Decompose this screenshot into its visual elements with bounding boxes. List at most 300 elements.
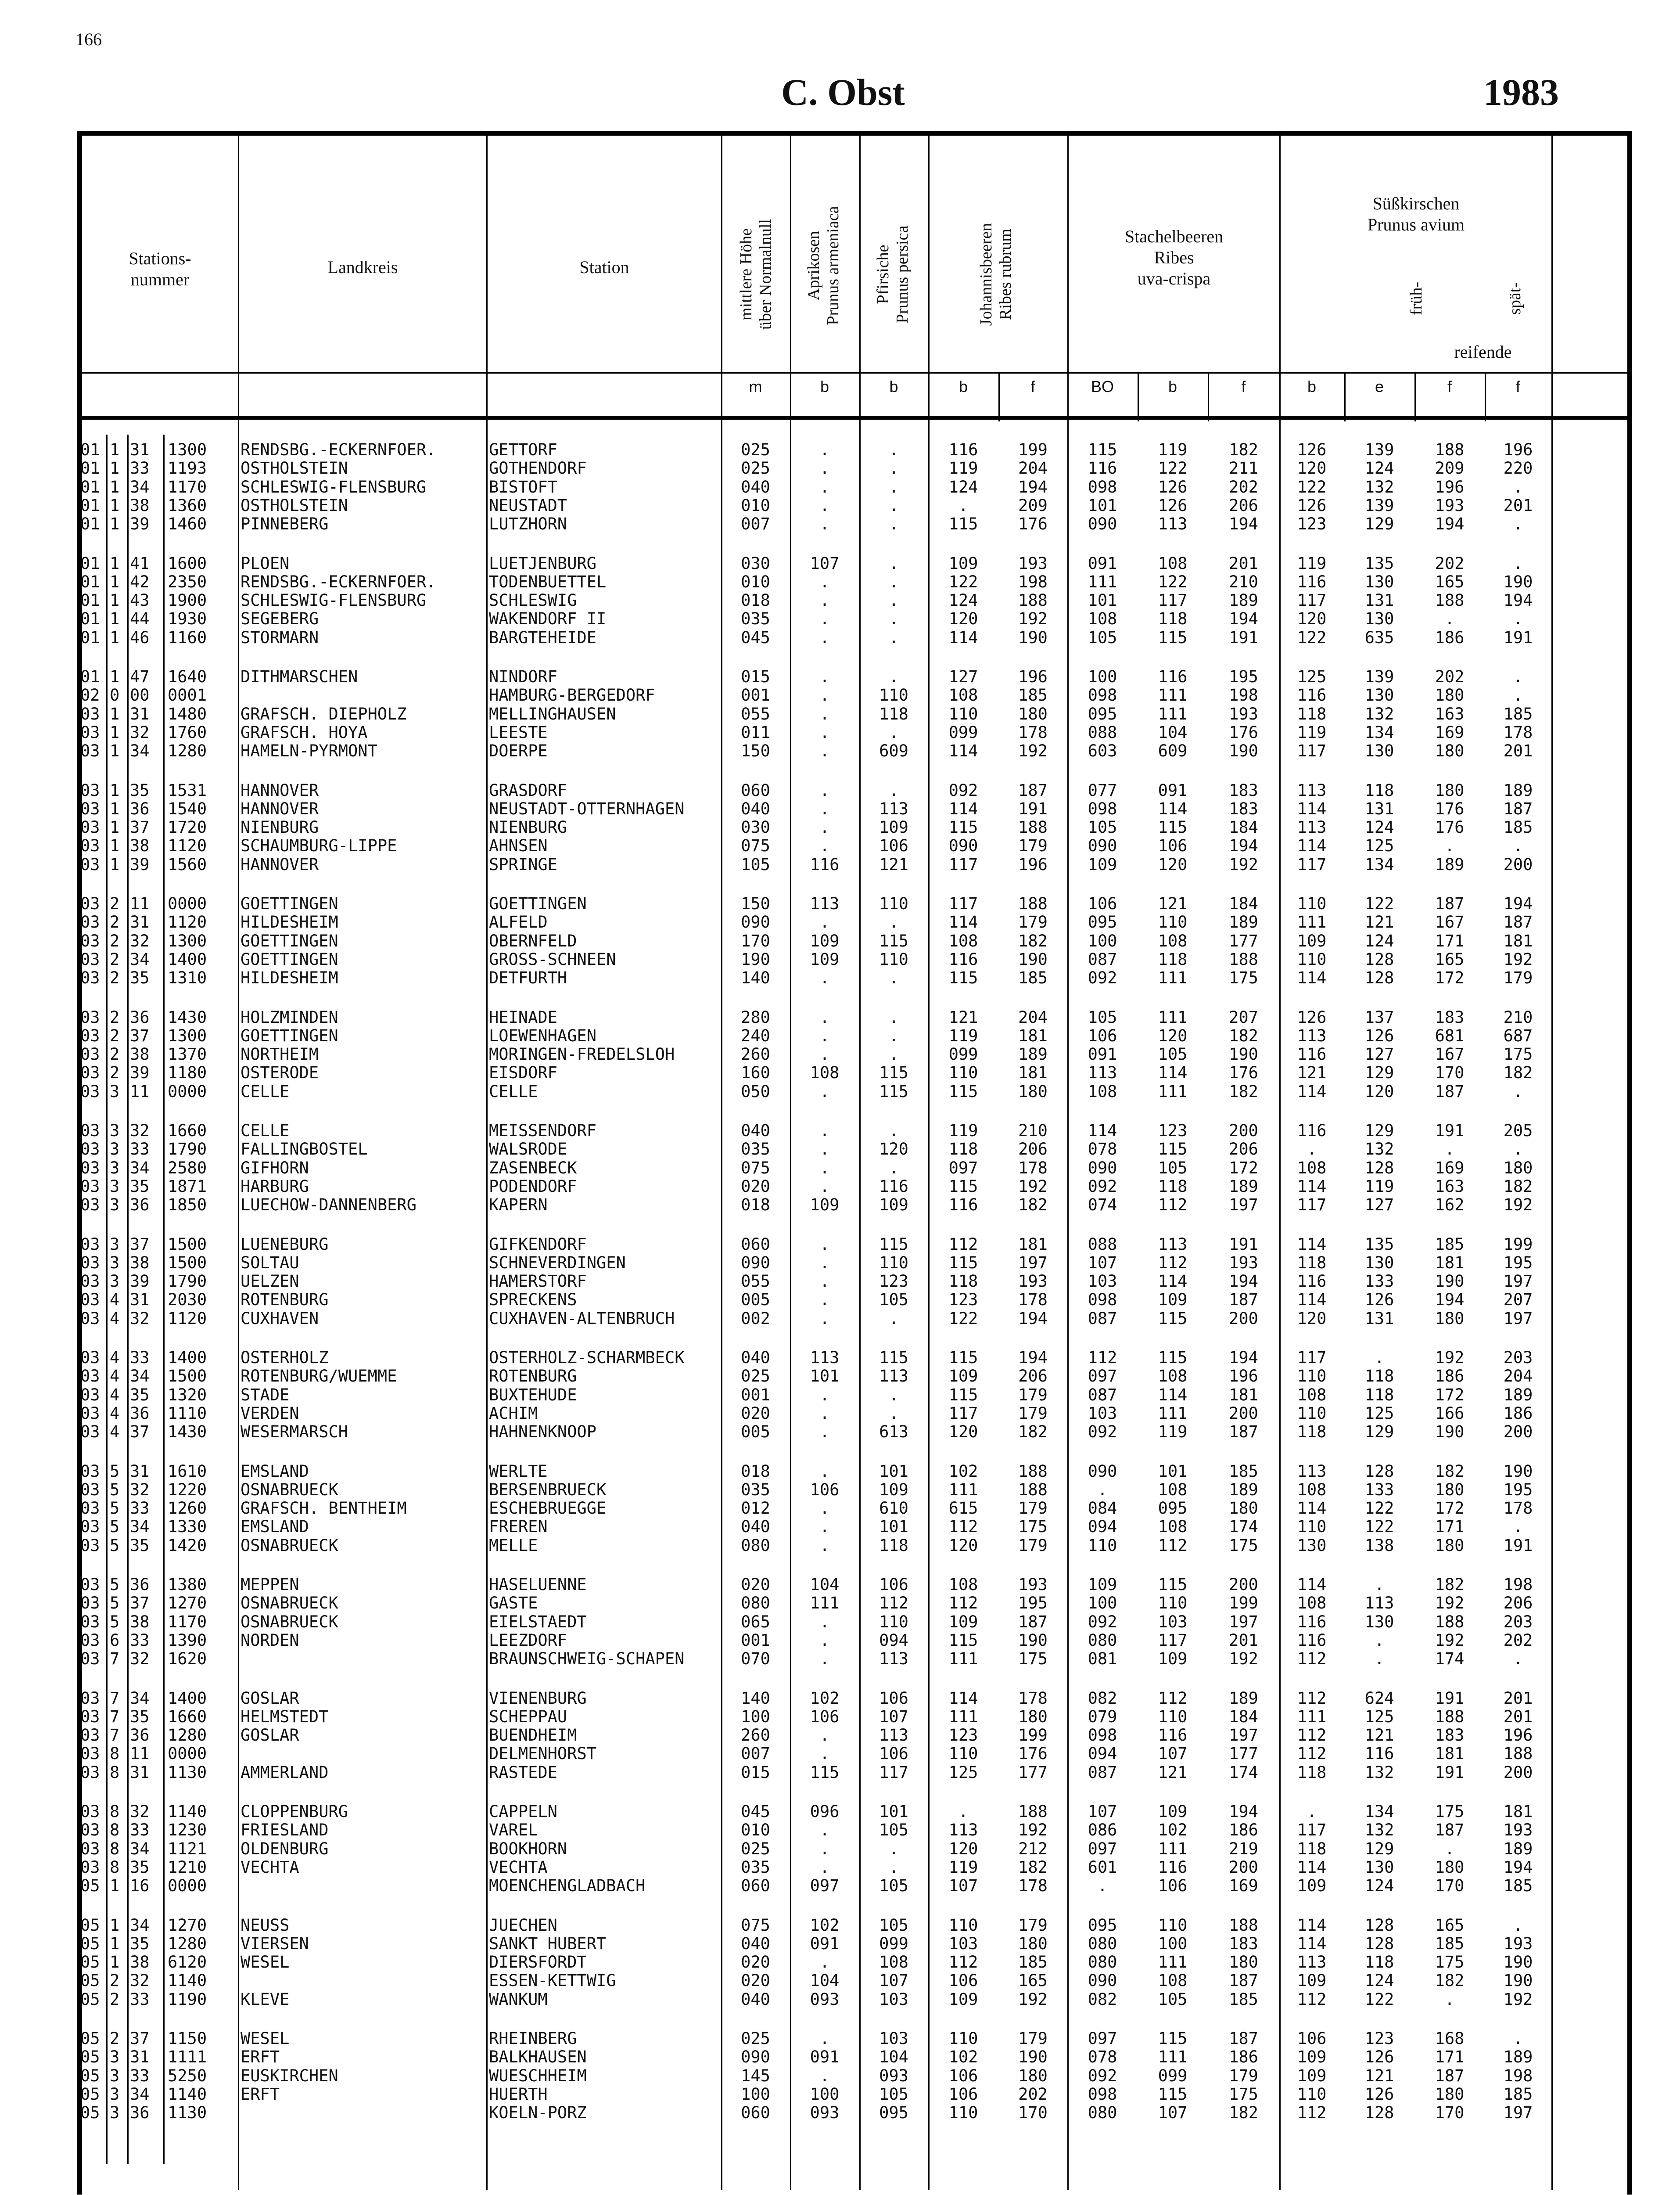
stachel-bo-cell: 098 (1088, 1726, 1117, 1745)
suess-spaet-f-cell: 198 (1503, 1575, 1533, 1594)
stachel-f-cell: 177 (1229, 1744, 1258, 1763)
stachel-b-cell: 108 (1158, 554, 1188, 573)
suess-e-cell: 129 (1364, 1063, 1394, 1083)
aprikosen-b-cell: . (819, 1461, 830, 1481)
stachel-b-cell: 123 (1158, 1121, 1188, 1140)
station-code: 1300 (168, 931, 207, 950)
district-code: 37 (130, 818, 150, 837)
suess-b-cell: 114 (1297, 1177, 1327, 1196)
hoehe-cell: 018 (741, 591, 770, 610)
stachel-b-cell: 102 (1158, 1821, 1188, 1840)
suess-spaet-f-cell: 687 (1503, 1026, 1533, 1045)
stachel-b-cell: 108 (1158, 931, 1188, 950)
stachel-bo-cell: 603 (1088, 741, 1117, 761)
station-code: 1210 (168, 1857, 207, 1877)
suess-e-cell: 122 (1364, 1990, 1394, 2009)
hoehe-cell: 007 (741, 515, 770, 534)
stachel-f-cell: 174 (1229, 1763, 1258, 1782)
land-code: 05 (80, 2066, 100, 2085)
suess-spaet-f-cell: 189 (1503, 2047, 1533, 2067)
suess-b-cell: 110 (1297, 950, 1327, 969)
district-code: 32 (130, 1971, 150, 1990)
suess-spaet-f-cell: 175 (1503, 1045, 1533, 1064)
johannis-f-cell: 204 (1018, 1008, 1048, 1027)
hoehe-cell: 001 (741, 686, 770, 705)
suess-e-cell: 124 (1364, 459, 1394, 478)
aprikosen-b-cell: 109 (810, 931, 840, 950)
hoehe-cell: 025 (741, 1839, 770, 1858)
stachel-f-cell: 200 (1229, 1575, 1258, 1594)
johannis-b-cell: 120 (948, 1422, 978, 1442)
johannis-b-cell: 113 (948, 1821, 978, 1840)
landkreis-cell: AMMERLAND (241, 1763, 329, 1782)
stachel-f-cell: 199 (1229, 1594, 1258, 1613)
johannis-f-cell: 196 (1018, 855, 1048, 874)
suess-frueh-f-cell: 163 (1435, 1177, 1465, 1196)
johannis-f-cell: 175 (1018, 1517, 1048, 1536)
district-code: 33 (130, 1499, 150, 1518)
johannis-b-cell: 615 (948, 1499, 978, 1518)
aprikosen-b-cell: . (819, 477, 830, 497)
region-code: 1 (110, 1876, 120, 1896)
district-code: 11 (130, 894, 150, 913)
land-code: 05 (80, 2084, 100, 2104)
station-code: 1900 (168, 591, 207, 610)
suess-b-cell: 113 (1297, 781, 1327, 800)
johannis-f-cell: 193 (1018, 1575, 1048, 1594)
district-code: 37 (130, 1234, 150, 1254)
johannis-b-cell: 115 (948, 1385, 978, 1404)
suess-b-cell: 108 (1297, 1158, 1327, 1177)
hoehe-cell: 075 (741, 836, 770, 856)
station-cell: VIENENBURG (489, 1688, 587, 1708)
station-cell: BALKHAUSEN (489, 2047, 587, 2067)
station-code: 1120 (168, 836, 207, 856)
station-code: 1120 (168, 1309, 207, 1328)
stachel-bo-cell: 081 (1088, 1649, 1117, 1669)
suess-frueh-f-cell: 182 (1435, 1575, 1465, 1594)
district-code: 35 (130, 968, 150, 988)
district-code: 32 (130, 931, 150, 950)
hoehe-cell: 025 (741, 440, 770, 459)
stachel-f-cell: 200 (1229, 1403, 1258, 1423)
landkreis-cell: OSNABRUECK (241, 1536, 338, 1555)
land-code: 05 (80, 1953, 100, 1972)
stachel-f-cell: 200 (1229, 1121, 1258, 1140)
johannis-f-cell: 175 (1018, 1649, 1048, 1669)
stachel-bo-cell: 108 (1088, 1082, 1117, 1101)
johannis-b-cell: 109 (948, 1367, 978, 1386)
stachel-bo-cell: 098 (1088, 1290, 1117, 1310)
land-code: 03 (80, 968, 100, 988)
station-cell: ESSEN-KETTWIG (489, 1971, 616, 1990)
landkreis-cell: VERDEN (241, 1403, 299, 1423)
land-code: 03 (80, 1422, 100, 1442)
johannis-f-cell: 197 (1018, 1253, 1048, 1272)
johannis-f-cell: 192 (1018, 1821, 1048, 1840)
aprikosen-b-cell: . (819, 1649, 830, 1669)
stachel-bo-cell: . (1097, 1876, 1108, 1896)
station-cell: MELLE (489, 1536, 538, 1555)
hoehe-cell: 018 (741, 1195, 770, 1215)
suess-e-cell: 122 (1364, 894, 1394, 913)
stachel-b-cell: 108 (1158, 1517, 1188, 1536)
suess-frueh-f-cell: 171 (1435, 2047, 1465, 2067)
region-code: 5 (110, 1499, 120, 1518)
suess-e-cell: 139 (1364, 667, 1394, 686)
suess-spaet-f-cell: . (1513, 515, 1523, 534)
region-code: 3 (110, 1082, 120, 1101)
suess-frueh-f-cell: 185 (1435, 1234, 1465, 1254)
suess-spaet-f-cell: 193 (1503, 1934, 1533, 1953)
stachel-bo-cell: 091 (1088, 1045, 1117, 1064)
johannis-f-cell: 179 (1018, 1536, 1048, 1555)
johannis-f-cell: 192 (1018, 741, 1048, 761)
aprikosen-b-cell: . (819, 1045, 830, 1064)
johannis-b-cell: 109 (948, 1990, 978, 2009)
johannis-b-cell: 102 (948, 1461, 978, 1481)
johannis-b-cell: 115 (948, 1348, 978, 1367)
suess-frueh-f-cell: 181 (1435, 1253, 1465, 1272)
suess-frueh-f-cell: . (1444, 836, 1455, 856)
suess-frueh-f-cell: 209 (1435, 459, 1465, 478)
suess-frueh-f-cell: 163 (1435, 704, 1465, 723)
stachel-b-cell: 115 (1158, 1309, 1188, 1328)
suess-spaet-f-cell: 201 (1503, 496, 1533, 515)
station-cell: OBERNFELD (489, 931, 577, 950)
hoehe-cell: 050 (741, 1082, 770, 1101)
landkreis-cell: HARBURG (241, 1177, 309, 1196)
suess-spaet-f-cell: . (1513, 1649, 1523, 1669)
aprikosen-b-cell: 091 (810, 2047, 840, 2067)
suess-spaet-f-cell: . (1513, 1140, 1523, 1159)
johannis-b-cell: 108 (948, 931, 978, 950)
suess-e-cell: 130 (1364, 1612, 1394, 1631)
suess-frueh-f-cell: 202 (1435, 554, 1465, 573)
suess-e-cell: 129 (1364, 515, 1394, 534)
land-code: 01 (80, 628, 100, 647)
stachel-f-cell: 184 (1229, 1707, 1258, 1726)
station-cell: NINDORF (489, 667, 557, 686)
pfirsiche-b-cell: 613 (879, 1422, 908, 1442)
hoehe-cell: 140 (741, 968, 770, 988)
stachel-f-cell: 200 (1229, 1857, 1258, 1877)
pfirsiche-b-cell: . (889, 723, 899, 742)
landkreis-cell: CUXHAVEN (241, 1309, 319, 1328)
district-code: 34 (130, 477, 150, 497)
johannis-b-cell: 116 (948, 950, 978, 969)
stachel-bo-cell: 090 (1088, 1971, 1117, 1990)
stachel-bo-cell: 097 (1088, 2029, 1117, 2048)
stachel-bo-cell: 092 (1088, 1177, 1117, 1196)
suess-spaet-f-cell: 197 (1503, 1272, 1533, 1291)
suess-b-cell: 109 (1297, 1971, 1327, 1990)
stachel-f-cell: 187 (1229, 1290, 1258, 1310)
station-cell: GROSS-SCHNEEN (489, 950, 616, 969)
suess-frueh-f-cell: 189 (1435, 855, 1465, 874)
aprikosen-b-cell: . (819, 1403, 830, 1423)
suess-spaet-f-cell: . (1513, 836, 1523, 856)
stachel-f-cell: 197 (1229, 1195, 1258, 1215)
land-code: 03 (80, 1857, 100, 1877)
suess-spaet-f-cell: 203 (1503, 1348, 1533, 1367)
stachel-b-cell: 099 (1158, 2066, 1188, 2085)
suess-frueh-f-cell: . (1444, 1990, 1455, 2009)
suess-e-cell: 118 (1364, 781, 1394, 800)
suess-spaet-f-cell: 201 (1503, 1707, 1533, 1726)
station-cell: BERSENBRUECK (489, 1480, 607, 1499)
stachel-bo-cell: 088 (1088, 723, 1117, 742)
unit-label: f (1030, 378, 1035, 396)
stachel-bo-cell: 094 (1088, 1517, 1117, 1536)
stachel-f-cell: 206 (1229, 496, 1258, 515)
landkreis-cell: RENDSBG.-ECKERNFOER. (241, 572, 436, 591)
pfirsiche-b-cell: 116 (879, 1177, 908, 1196)
stachel-b-cell: 111 (1158, 1839, 1188, 1858)
station-code: 1660 (168, 1121, 207, 1140)
district-code: 31 (130, 2047, 150, 2067)
aprikosen-b-cell: . (819, 1177, 830, 1196)
hoehe-cell: 170 (741, 931, 770, 950)
landkreis-cell: OLDENBURG (241, 1839, 329, 1858)
stachel-f-cell: 210 (1229, 572, 1258, 591)
pfirsiche-b-cell: 101 (879, 1461, 908, 1481)
stachel-b-cell: 111 (1158, 1082, 1188, 1101)
johannis-f-cell: 176 (1018, 515, 1048, 534)
suess-e-cell: 139 (1364, 496, 1394, 515)
land-code: 03 (80, 1045, 100, 1064)
johannis-f-cell: 179 (1018, 1385, 1048, 1404)
hoehe-cell: 065 (741, 1612, 770, 1631)
stachel-bo-cell: 107 (1088, 1802, 1117, 1821)
suess-b-cell: 109 (1297, 2066, 1327, 2085)
stachel-bo-cell: 105 (1088, 1008, 1117, 1027)
stachel-b-cell: 118 (1158, 609, 1188, 629)
stachel-bo-cell: 074 (1088, 1195, 1117, 1215)
stachel-bo-cell: 091 (1088, 554, 1117, 573)
station-cell: BRAUNSCHWEIG-SCHAPEN (489, 1649, 685, 1669)
station-cell: HEINADE (489, 1008, 557, 1027)
station-code: 1121 (168, 1839, 207, 1858)
aprikosen-b-cell: . (819, 591, 830, 610)
station-cell: PODENDORF (489, 1177, 577, 1196)
stachel-bo-cell: 114 (1088, 1121, 1117, 1140)
suess-b-cell: 110 (1297, 2084, 1327, 2104)
station-code: 1790 (168, 1272, 207, 1291)
suess-b-cell: 123 (1297, 515, 1327, 534)
hoehe-cell: 145 (741, 2066, 770, 2085)
land-code: 03 (80, 1026, 100, 1045)
suess-b-cell: 108 (1297, 1385, 1327, 1404)
district-code: 37 (130, 1026, 150, 1045)
hoehe-cell: 005 (741, 1290, 770, 1310)
header-stachel: Stachelbeeren Ribes uva-crispa (1124, 227, 1224, 288)
station-code: 1220 (168, 1480, 207, 1499)
suess-e-cell: 126 (1364, 2084, 1394, 2104)
suess-e-cell: 126 (1364, 1026, 1394, 1045)
johannis-b-cell: 120 (948, 1839, 978, 1858)
suess-b-cell: 113 (1297, 1461, 1327, 1481)
region-code: 1 (110, 515, 120, 534)
stachel-f-cell: 201 (1229, 1630, 1258, 1650)
aprikosen-b-cell: 116 (810, 855, 840, 874)
suess-b-cell: 118 (1297, 1253, 1327, 1272)
unit-label: e (1375, 378, 1384, 396)
pfirsiche-b-cell: 095 (879, 2103, 908, 2123)
stachel-b-cell: 122 (1158, 459, 1188, 478)
suess-frueh-f-cell: 194 (1435, 515, 1465, 534)
station-code: 1640 (168, 667, 207, 686)
station-cell: LUTZHORN (489, 515, 567, 534)
hoehe-cell: 260 (741, 1045, 770, 1064)
suess-e-cell: 132 (1364, 1763, 1394, 1782)
land-code: 01 (80, 554, 100, 573)
suess-frueh-f-cell: 187 (1435, 1821, 1465, 1840)
stachel-b-cell: 112 (1158, 1195, 1188, 1215)
suess-b-cell: 118 (1297, 1422, 1327, 1442)
suess-e-cell: 134 (1364, 723, 1394, 742)
suess-spaet-f-cell: 195 (1503, 1253, 1533, 1272)
district-code: 34 (130, 1915, 150, 1935)
station-code: 1130 (168, 2103, 207, 2123)
johannis-b-cell: 110 (948, 1063, 978, 1083)
suess-frueh-f-cell: 170 (1435, 2103, 1465, 2123)
hoehe-cell: 100 (741, 1707, 770, 1726)
aprikosen-b-cell: 104 (810, 1575, 840, 1594)
aprikosen-b-cell: . (819, 572, 830, 591)
landkreis-cell: EMSLAND (241, 1461, 309, 1481)
stachel-bo-cell: 092 (1088, 1612, 1117, 1631)
station-cell: WAKENDORF II (489, 609, 607, 629)
region-code: 1 (110, 628, 120, 647)
stachel-f-cell: 197 (1229, 1726, 1258, 1745)
stachel-bo-cell: 097 (1088, 1839, 1117, 1858)
suess-spaet-f-cell: 203 (1503, 1612, 1533, 1631)
region-code: 3 (110, 1121, 120, 1140)
station-cell: WANKUM (489, 1990, 548, 2009)
johannis-b-cell: 109 (948, 554, 978, 573)
suess-spaet-f-cell: 194 (1503, 591, 1533, 610)
aprikosen-b-cell: . (819, 667, 830, 686)
suess-spaet-f-cell: 180 (1503, 1158, 1533, 1177)
district-code: 38 (130, 496, 150, 515)
district-code: 35 (130, 1536, 150, 1555)
col-divider (486, 131, 488, 2190)
unit-label: b (1307, 378, 1317, 396)
station-cell: WALSRODE (489, 1140, 567, 1159)
land-code: 05 (80, 1971, 100, 1990)
johannis-b-cell: 110 (948, 704, 978, 723)
pfirsiche-b-cell: 109 (879, 818, 908, 837)
stachel-f-cell: 176 (1229, 723, 1258, 742)
suess-e-cell: 139 (1364, 440, 1394, 459)
station-code: 1193 (168, 459, 207, 478)
hoehe-cell: 060 (741, 1876, 770, 1896)
header-hoehe: mittlere Höhe über Normalnull (737, 219, 775, 330)
station-cell: SCHNEVERDINGEN (489, 1253, 626, 1272)
suess-b-cell: 114 (1297, 1915, 1327, 1935)
region-code: 3 (110, 1234, 120, 1254)
stachel-b-cell: 115 (1158, 2084, 1188, 2104)
johannis-b-cell: 125 (948, 1763, 978, 1782)
land-code: 03 (80, 1688, 100, 1708)
station-cell: KOELN-PORZ (489, 2103, 587, 2123)
stachel-f-cell: 188 (1229, 1915, 1258, 1935)
suess-frueh-f-cell: 191 (1435, 1121, 1465, 1140)
suess-frueh-f-cell: 202 (1435, 667, 1465, 686)
suess-spaet-f-cell: 182 (1503, 1063, 1533, 1083)
suess-e-cell: 116 (1364, 1744, 1394, 1763)
district-code: 38 (130, 836, 150, 856)
suess-e-cell: 120 (1364, 1082, 1394, 1101)
johannis-b-cell: 109 (948, 1612, 978, 1631)
suess-frueh-f-cell: 190 (1435, 1422, 1465, 1442)
station-code: 1460 (168, 515, 207, 534)
land-code: 03 (80, 894, 100, 913)
district-code: 37 (130, 1422, 150, 1442)
region-code: 1 (110, 704, 120, 723)
suess-b-cell: 112 (1297, 1649, 1327, 1669)
landkreis-cell: GOSLAR (241, 1726, 299, 1745)
johannis-b-cell: 114 (948, 628, 978, 647)
suess-spaet-f-cell: 190 (1503, 1461, 1533, 1481)
stachel-f-cell: 193 (1229, 1253, 1258, 1272)
suess-spaet-f-cell: 194 (1503, 1857, 1533, 1877)
suess-e-cell: 138 (1364, 1536, 1394, 1555)
johannis-b-cell: 110 (948, 1744, 978, 1763)
johannis-f-cell: 180 (1018, 704, 1048, 723)
suess-spaet-f-cell: . (1513, 2029, 1523, 2048)
stachel-bo-cell: 106 (1088, 1026, 1117, 1045)
stachel-b-cell: 101 (1158, 1461, 1188, 1481)
suess-frueh-f-cell: 169 (1435, 1158, 1465, 1177)
station-code: 1300 (168, 440, 207, 459)
station-cell: GASTE (489, 1594, 538, 1613)
district-code: 34 (130, 1517, 150, 1536)
region-code: 5 (110, 1480, 120, 1499)
suess-spaet-f-cell: 185 (1503, 2084, 1533, 2104)
district-code: 32 (130, 723, 150, 742)
stachel-f-cell: 183 (1229, 1934, 1258, 1953)
station-cell: GOETTINGEN (489, 894, 587, 913)
johannis-f-cell: 188 (1018, 818, 1048, 837)
suess-spaet-f-cell: 220 (1503, 459, 1533, 478)
suess-frueh-f-cell: 182 (1435, 1971, 1465, 1990)
pfirsiche-b-cell: 106 (879, 1688, 908, 1708)
pfirsiche-b-cell: 115 (879, 1234, 908, 1254)
johannis-b-cell: 116 (948, 1195, 978, 1215)
suess-spaet-f-cell: 210 (1503, 1008, 1533, 1027)
landkreis-cell: ROTENBURG/WUEMME (241, 1367, 397, 1386)
suess-frueh-f-cell: 175 (1435, 1953, 1465, 1972)
hoehe-cell: 240 (741, 1026, 770, 1045)
aprikosen-b-cell: . (819, 836, 830, 856)
region-code: 2 (110, 2029, 120, 2048)
johannis-f-cell: 192 (1018, 1177, 1048, 1196)
stachel-bo-cell: 112 (1088, 1348, 1117, 1367)
region-code: 1 (110, 741, 120, 761)
suess-b-cell: 106 (1297, 2029, 1327, 2048)
landkreis-cell: GRAFSCH. DIEPHOLZ (241, 704, 407, 723)
stachel-f-cell: 176 (1229, 1063, 1258, 1083)
land-code: 03 (80, 950, 100, 969)
landkreis-cell: WESEL (241, 2029, 290, 2048)
station-cell: NIENBURG (489, 818, 567, 837)
stachel-f-cell: 189 (1229, 1480, 1258, 1499)
pfirsiche-b-cell: 610 (879, 1499, 908, 1518)
suess-frueh-f-cell: 196 (1435, 477, 1465, 497)
district-code: 36 (130, 1403, 150, 1423)
